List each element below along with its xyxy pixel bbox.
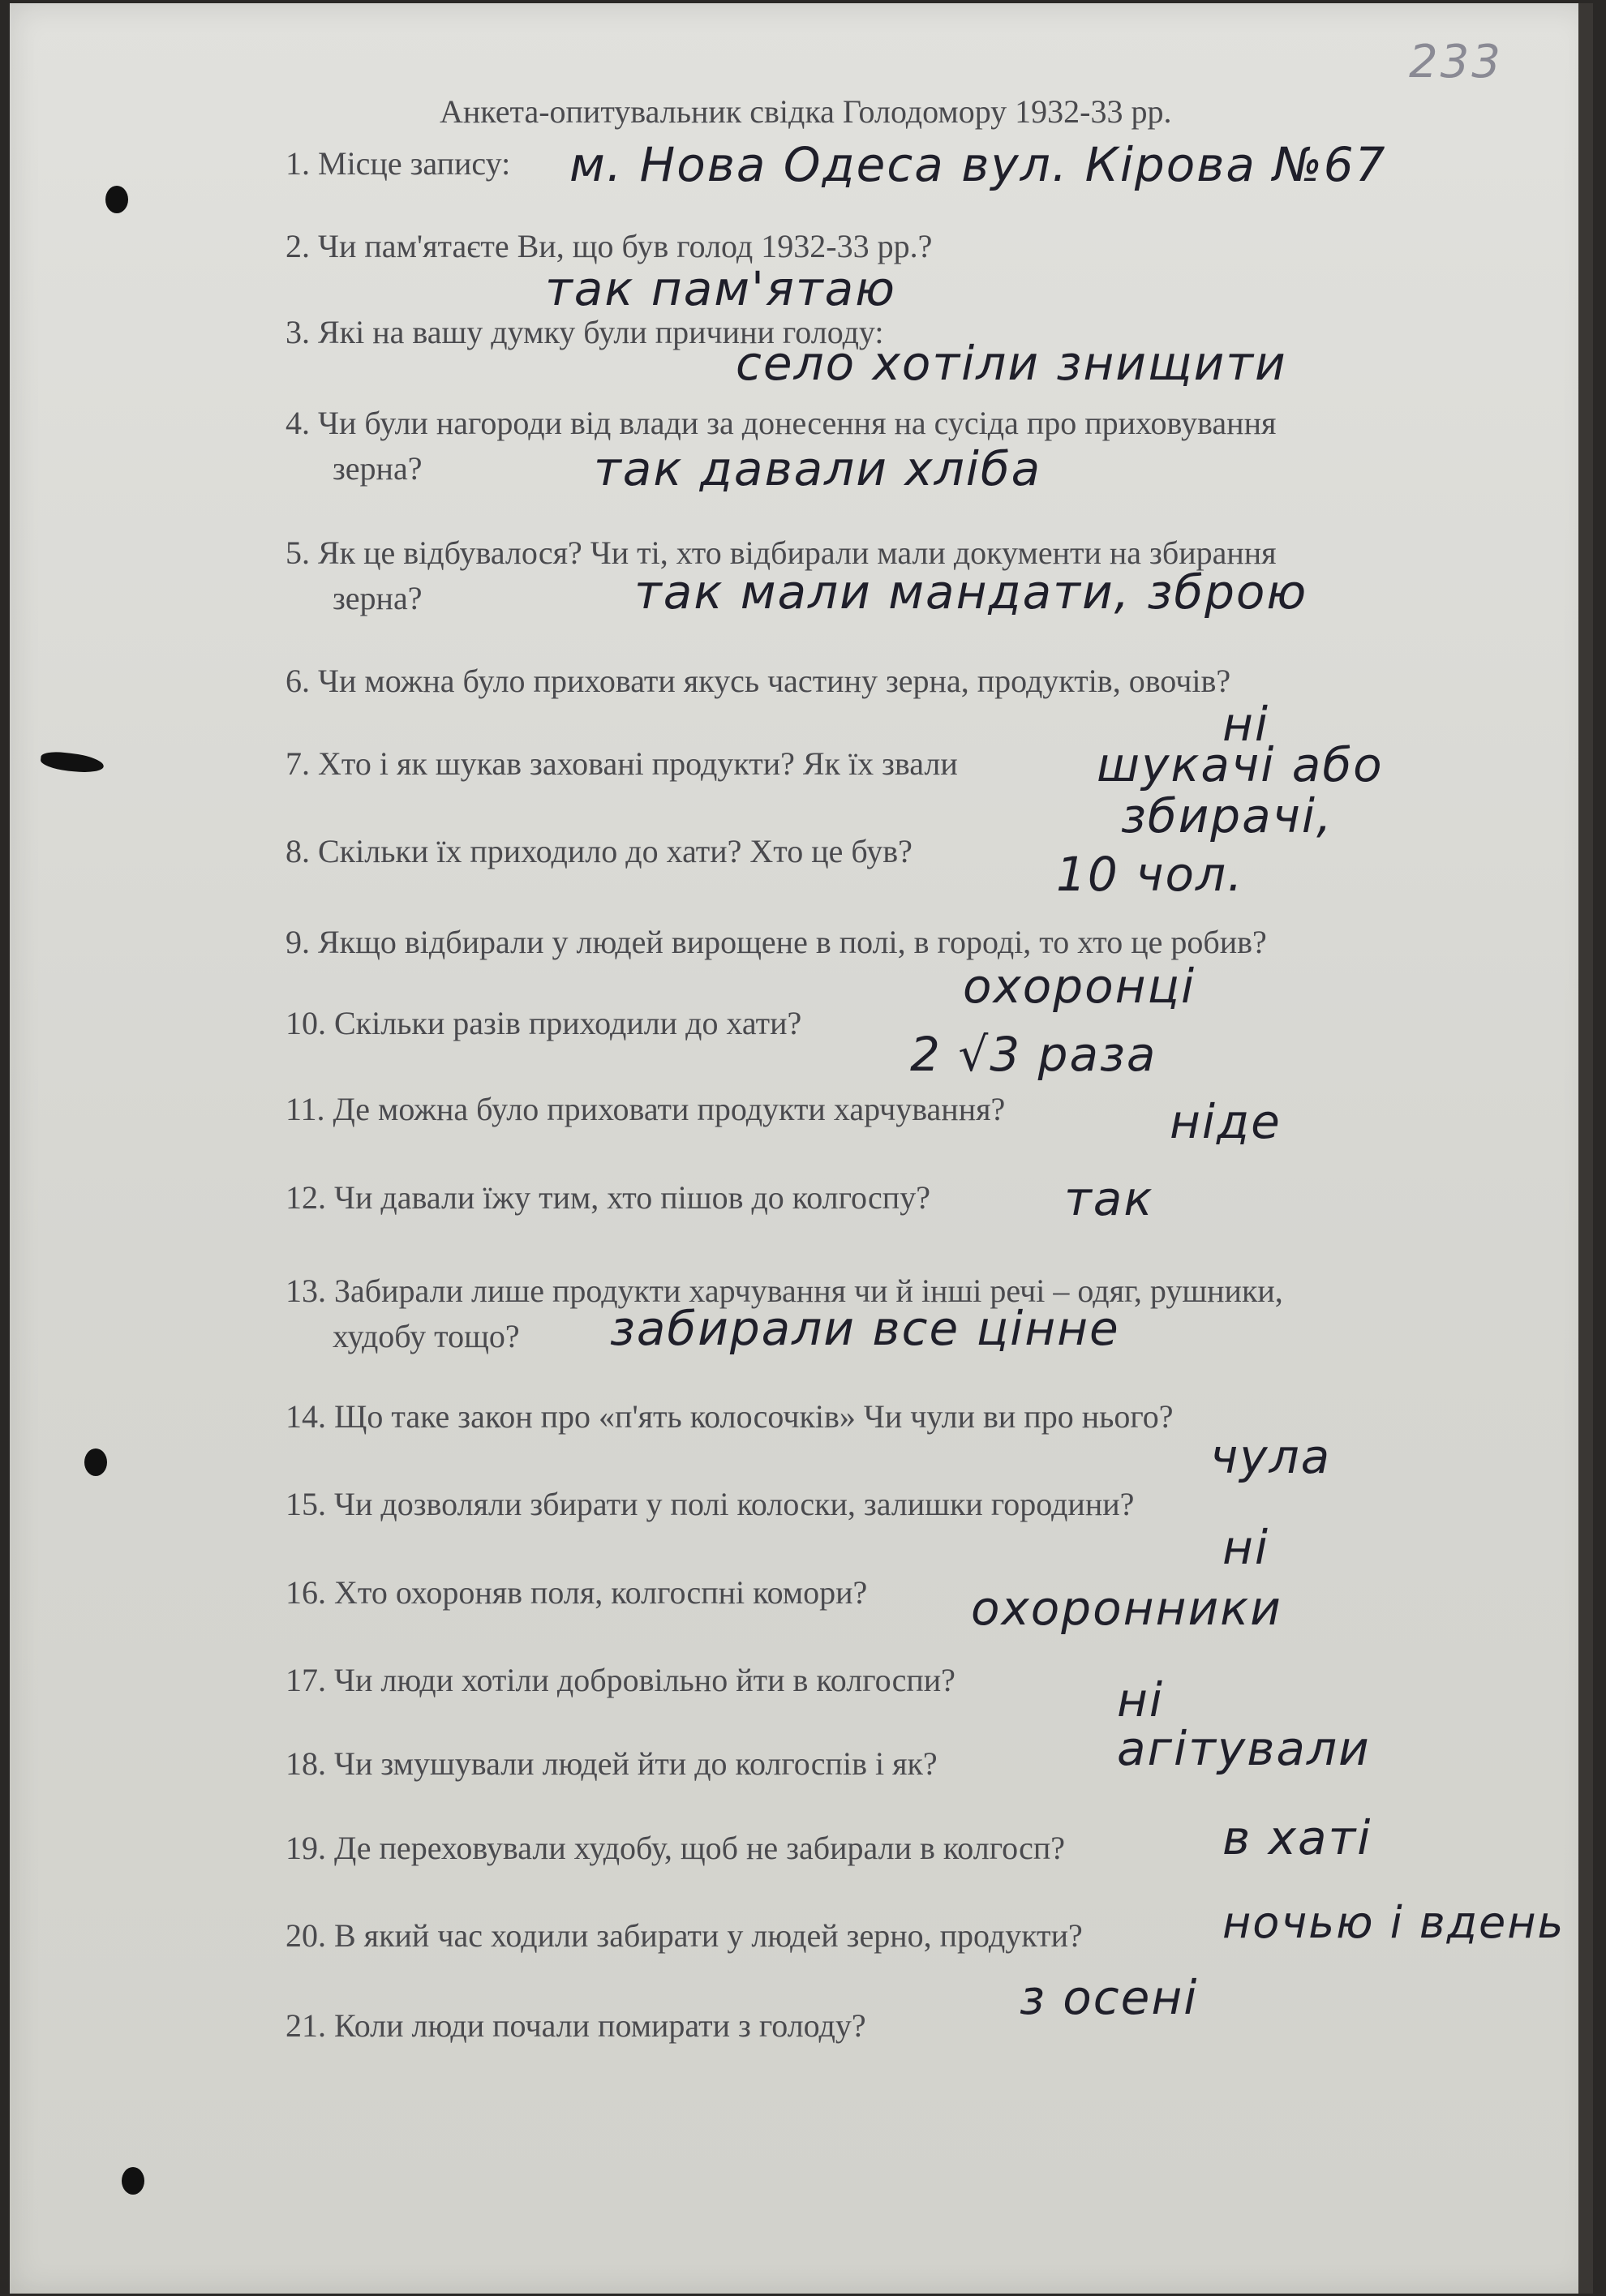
question-text: Забирали лише продукти харчування чи й інші речі – одяг, рушники,	[334, 1272, 1283, 1309]
question-text-continued: зерна?	[333, 450, 423, 487]
question-number: 21.	[286, 2007, 326, 2044]
question-15	[286, 1482, 1134, 1527]
question-18	[286, 1741, 938, 1787]
answer-1: м. Нова Одеса вул. Кірова №67	[569, 137, 1387, 192]
question-text: Чи люди хотіли добровільно йти в колгоспи?	[334, 1662, 955, 1698]
page-edge-shadow	[1578, 3, 1593, 2294]
punch-hole	[122, 2167, 144, 2195]
answer-18: агітували	[1117, 1721, 1371, 1776]
question-number: 18.	[286, 1745, 326, 1782]
question-17	[286, 1658, 955, 1703]
question-14	[286, 1394, 1174, 1440]
faded-bleedthrough	[464, 2088, 1194, 2128]
question-text: Чи змушували людей йти до колгоспів і як?	[334, 1745, 938, 1782]
document-page	[10, 3, 1593, 2294]
question-text: Хто охороняв поля, колгоспні комори?	[334, 1574, 868, 1611]
question-number: 9.	[286, 924, 310, 960]
answer-21: з осені	[1020, 1970, 1199, 2025]
question-text: Скільки разів приходили до хати?	[334, 1005, 802, 1041]
question-number: 20.	[286, 1917, 326, 1954]
question-number: 3.	[286, 314, 310, 350]
answer-11: ніде	[1170, 1094, 1282, 1149]
question-text: Коли люди почали помирати з голоду?	[334, 2007, 866, 2044]
question-number: 2.	[286, 228, 310, 264]
staple-mark	[40, 750, 105, 775]
question-number: 12.	[286, 1179, 326, 1216]
question-number: 13.	[286, 1272, 326, 1309]
question-number: 14.	[286, 1398, 326, 1435]
answer-4: так давали хліба	[594, 441, 1042, 496]
answer-16: охоронники	[971, 1581, 1282, 1636]
question-1	[286, 141, 510, 187]
question-text: Де переховували худобу, щоб не забирали в колгосп?	[334, 1830, 1066, 1866]
question-11	[286, 1087, 1005, 1132]
question-16	[286, 1570, 867, 1616]
question-7	[286, 741, 958, 787]
answer-3: село хотіли знищити	[736, 336, 1287, 391]
answer-20: ночью і вдень	[1222, 1897, 1565, 1948]
answer-6: ні	[1222, 697, 1270, 752]
question-text-continued: худобу тощо?	[333, 1318, 520, 1354]
answer-9: охоронці	[963, 959, 1196, 1014]
question-19	[286, 1826, 1065, 1871]
question-number: 5.	[286, 534, 310, 571]
answer-12: так	[1064, 1171, 1154, 1226]
question-text: Чи були нагороди від влади за донесення на сусіда про приховування	[318, 405, 1277, 441]
question-text: В який час ходили забирати у людей зерно, продукти?	[334, 1917, 1083, 1954]
answer-19: в хаті	[1222, 1810, 1372, 1865]
answer-13: забирали все цінне	[610, 1301, 1120, 1356]
question-number: 6.	[286, 663, 310, 699]
answer-14: чула	[1210, 1429, 1332, 1484]
answer-8: 10 чол.	[1056, 847, 1244, 902]
question-text: Чи можна було приховати якусь частину зерна, продуктів, овочів?	[318, 663, 1231, 699]
punch-hole	[84, 1448, 107, 1476]
question-text: Які на вашу думку були причини голоду:	[318, 314, 884, 350]
punch-hole	[105, 186, 128, 213]
question-number: 8.	[286, 833, 310, 869]
answer-10: 2 √3 раза	[910, 1027, 1157, 1082]
question-text: Якщо відбирали у людей вирощене в полі, в городі, то хто це робив?	[318, 924, 1267, 960]
question-number: 19.	[286, 1830, 326, 1866]
question-text: Де можна було приховати продукти харчування?	[333, 1091, 1006, 1127]
question-number: 1.	[286, 145, 310, 182]
question-number: 11.	[286, 1091, 325, 1127]
question-text-continued: зерна?	[333, 580, 423, 616]
question-number: 15.	[286, 1486, 326, 1522]
question-text: Хто і як шукав заховані продукти? Як їх звали	[318, 745, 958, 782]
question-20	[286, 1913, 1083, 1959]
answer-2: так пам'ятаю	[545, 261, 897, 316]
question-21	[286, 2003, 866, 2049]
page-number: 233	[1409, 36, 1503, 88]
answer-17: ні	[1117, 1672, 1165, 1727]
question-12	[286, 1175, 930, 1221]
answer-15: ні	[1222, 1520, 1270, 1575]
question-text: Чи давали їжу тим, хто пішов до колгоспу?	[334, 1179, 930, 1216]
document-title: Анкета-опитувальник свідка Голодомору 1932-33 рр.	[440, 93, 1172, 130]
question-10	[286, 1001, 801, 1046]
question-number: 10.	[286, 1005, 326, 1041]
question-number: 4.	[286, 405, 310, 441]
question-text: Скільки їх приходило до хати? Хто це був?	[318, 833, 912, 869]
question-number: 16.	[286, 1574, 326, 1611]
question-text: Чи дозволяли збирати у полі колоски, залишки городини?	[334, 1486, 1135, 1522]
question-text: Місце запису:	[318, 145, 511, 182]
question-text: Чи пам'ятаєте Ви, що був голод 1932-33 рр.?	[318, 228, 933, 264]
question-number: 7.	[286, 745, 310, 782]
question-6	[286, 659, 1230, 704]
question-number: 17.	[286, 1662, 326, 1698]
answer-7-continued: збирачі,	[1121, 788, 1333, 843]
question-text: Як це відбувалося? Чи ті, хто відбирали мали документи на збирання	[318, 534, 1277, 571]
question-text: Що таке закон про «п'ять колосочків» Чи чули ви про нього?	[334, 1398, 1174, 1435]
answer-5: так мали мандати, зброю	[634, 564, 1308, 620]
question-8	[286, 829, 912, 874]
answer-7: шукачі або	[1097, 737, 1384, 792]
